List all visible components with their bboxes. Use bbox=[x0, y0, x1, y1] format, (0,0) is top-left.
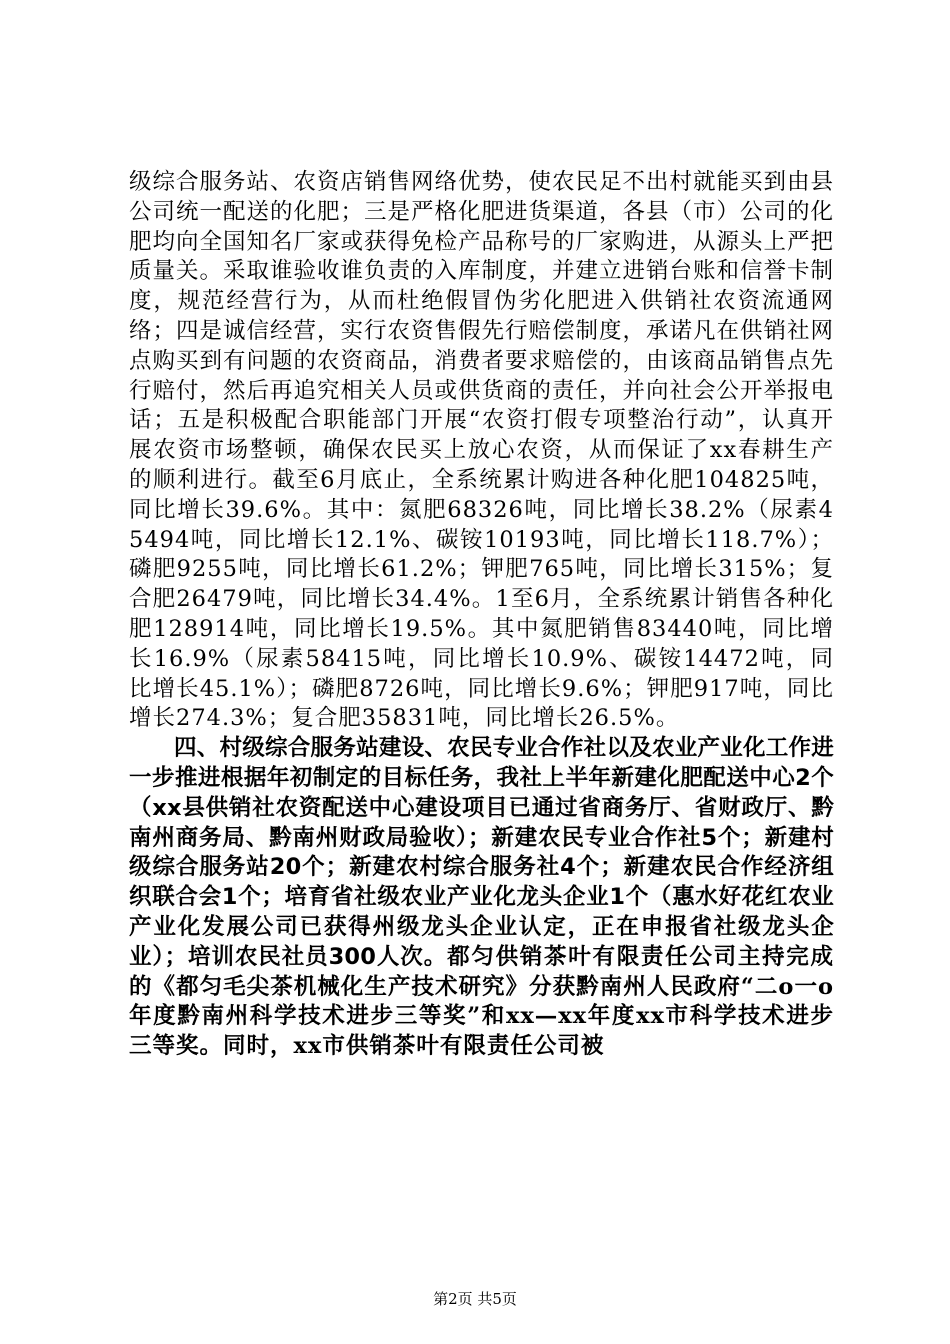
paragraph-fertilizer-supply: 级综合服务站、农资店销售网络优势，使农民足不出村就能买到由县公司统一配送的化肥；三是严格化肥进货渠道，各县（市）公司的化肥均向全国知名厂家或获得免检产品称号的厂家购进，从源头上严把质量关。采取谁验收谁负责的入库制度，并建立进销台账和信誉卡制度，规范经营行为，从而杜绝假冒伪劣化肥进入供销社农资流通网络；四是诚信经营，实行农资售假先行赔偿制度，承诺凡在供销社网点购买到有问题的农资商品，消费者要求赔偿的，由该商品销售点先行赔付，然后再追究相关人员或供货商的责任，并向社会公开举报电话；五是积极配合职能部门开展“农资打假专项整治行动”，认真开展农资市场整顿，确保农民买上放心农资，从而保证了xx春耕生产的顺利进行。截至6月底止，全系统累计购进各种化肥104825吨，同比增长39.6%。其中：氮肥68326吨，同比增长38.2%（尿素45494吨，同比增长12.1%、碳铵10193吨，同比增长118.7%）；磷肥9255吨，同比增长61.2%；钾肥765吨，同比增长315%；复合肥26479吨，同比增长34.4%。1至6月，全系统累计销售各种化肥128914吨，同比增长19.5%。其中氮肥销售83440吨，同比增长16.9%（尿素58415吨，同比增长10.9%、碳铵14472吨，同比增长45.1%）；磷肥8726吨，同比增长9.6%；钾肥917吨，同比增长274.3%；复合肥35831吨，同比增长26.5%。 bbox=[129, 169, 835, 732]
paragraph-section-four bbox=[129, 734, 834, 1062]
document-body bbox=[129, 168, 834, 1062]
page-number-footer: 第2页 共5页 bbox=[433, 1290, 517, 1308]
section-four-bold-text: 四、村级综合服务站建设、农民专业合作社以及农业产业化工作进一步推进根据年初制定的目标任务，我社上半年新建化肥配送中心2个（xx县供销社农资配送中心建设项目已通过省商务厅、省财政厅、黔南州商务局、黔南州财政局验收）；新建农民专业合作社5个；新建村级综合服务站20个；新建农村综合服务社4个；新建农民合作经济组织联合会1个；培育省社级农业产业化龙头企业1个（惠水好花红农业产业化发展公司已获得州级龙头企业认定，正在申报省社级龙头企业）；培训农民社员300人次。 bbox=[129, 735, 834, 970]
section-four-plain-text: 都匀供销茶叶有限责任公司主持完成的《都匀毛尖茶机械化生产技术研究》分获黔南州人民政府“二o一o年度黔南州科学技术进步三等奖”和xx—xx年度xx市科学技术进步三等奖。同时，xx市供销茶叶有限责任公司被 bbox=[129, 943, 834, 1060]
